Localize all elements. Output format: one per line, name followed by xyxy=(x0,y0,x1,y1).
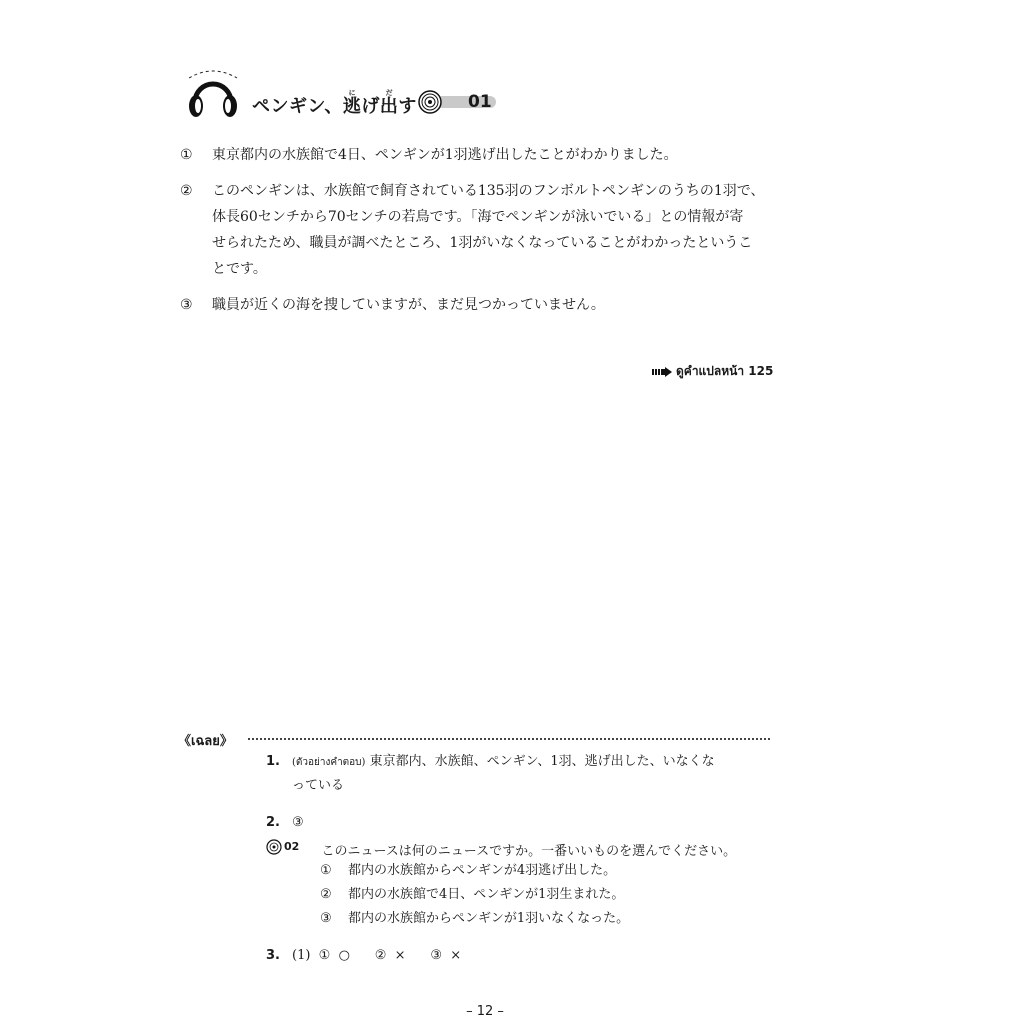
paragraph-text: 東京都内の水族館で4日、ペンギンが1羽逃げ出したことがわかりました。 xyxy=(212,147,678,163)
answer-value: (1) ① ○ ② × ③ × xyxy=(292,948,462,963)
answer-example-label: (ตัวอย่างคำตอบ) xyxy=(292,757,366,768)
question-text: このニュースは何のニュースですか。一番いいものを選んでください。 xyxy=(321,844,737,859)
track-number: 02 xyxy=(284,840,300,853)
paragraph-line: とです。 xyxy=(212,261,267,277)
answer-number: 3. xyxy=(266,948,280,963)
cd-icon xyxy=(418,90,442,114)
lesson-title: ペンギン、逃にげ出だす xyxy=(252,88,417,117)
paragraph-1 xyxy=(180,142,780,168)
paragraph-marker: ① xyxy=(180,147,193,163)
answer-2 xyxy=(266,811,304,835)
paragraph-marker: ② xyxy=(180,183,193,199)
option-marker: ③ xyxy=(320,911,332,926)
headphones-icon xyxy=(183,62,243,122)
page-number: – 12 – xyxy=(466,1004,504,1019)
answer-value: ③ xyxy=(292,815,304,830)
paragraph-3 xyxy=(180,292,780,318)
see-translation-link[interactable] xyxy=(652,362,773,381)
paragraph-text: 職員が近くの海を捜していますが、まだ見つかっていません。 xyxy=(212,297,605,313)
answer-number: 1. xyxy=(266,754,280,769)
answer-text: 東京都内、水族館、ペンギン、1羽、逃げ出した、いなくな xyxy=(369,754,715,769)
cd-icon xyxy=(266,839,282,855)
answers-heading: 《เฉลย》 xyxy=(178,734,233,749)
see-translation-text: ดูคำแปลหน้า 125 xyxy=(676,364,774,378)
answer-3 xyxy=(266,944,461,968)
option-text: 都内の水族館からペンギンが1羽いなくなった。 xyxy=(348,911,630,926)
option-marker: ① xyxy=(320,863,332,878)
paragraph-line: 体長60センチから70センチの若鳥です。「海でペンギンが泳いでいる」との情報が寄 xyxy=(212,209,744,225)
paragraph-line: このペンギンは、水族館で飼育されている135羽のフンボルトペンギンのうちの1羽で、 xyxy=(212,183,765,199)
paragraph-2 xyxy=(180,178,780,282)
paragraph-line: せられたため、職員が調べたところ、1羽がいなくなっていることがわかったというこ xyxy=(212,235,753,251)
track-number: 01 xyxy=(468,92,492,112)
audio-track-badge[interactable] xyxy=(266,835,299,859)
option-text: 都内の水族館からペンギンが4羽逃げ出した。 xyxy=(348,863,617,878)
audio-track-badge[interactable] xyxy=(418,90,492,114)
option-2 xyxy=(320,884,624,906)
answer-1-continued: っている xyxy=(292,778,345,793)
paragraph-marker: ③ xyxy=(180,297,193,313)
option-text: 都内の水族館で4日、ペンギンが1羽生まれた。 xyxy=(348,887,625,902)
answer-1 xyxy=(266,750,715,775)
answer-number: 2. xyxy=(266,815,280,830)
option-1 xyxy=(320,860,616,882)
option-3 xyxy=(320,908,629,930)
dotted-divider xyxy=(248,738,770,740)
arrow-right-icon xyxy=(652,367,672,377)
option-marker: ② xyxy=(320,887,332,902)
